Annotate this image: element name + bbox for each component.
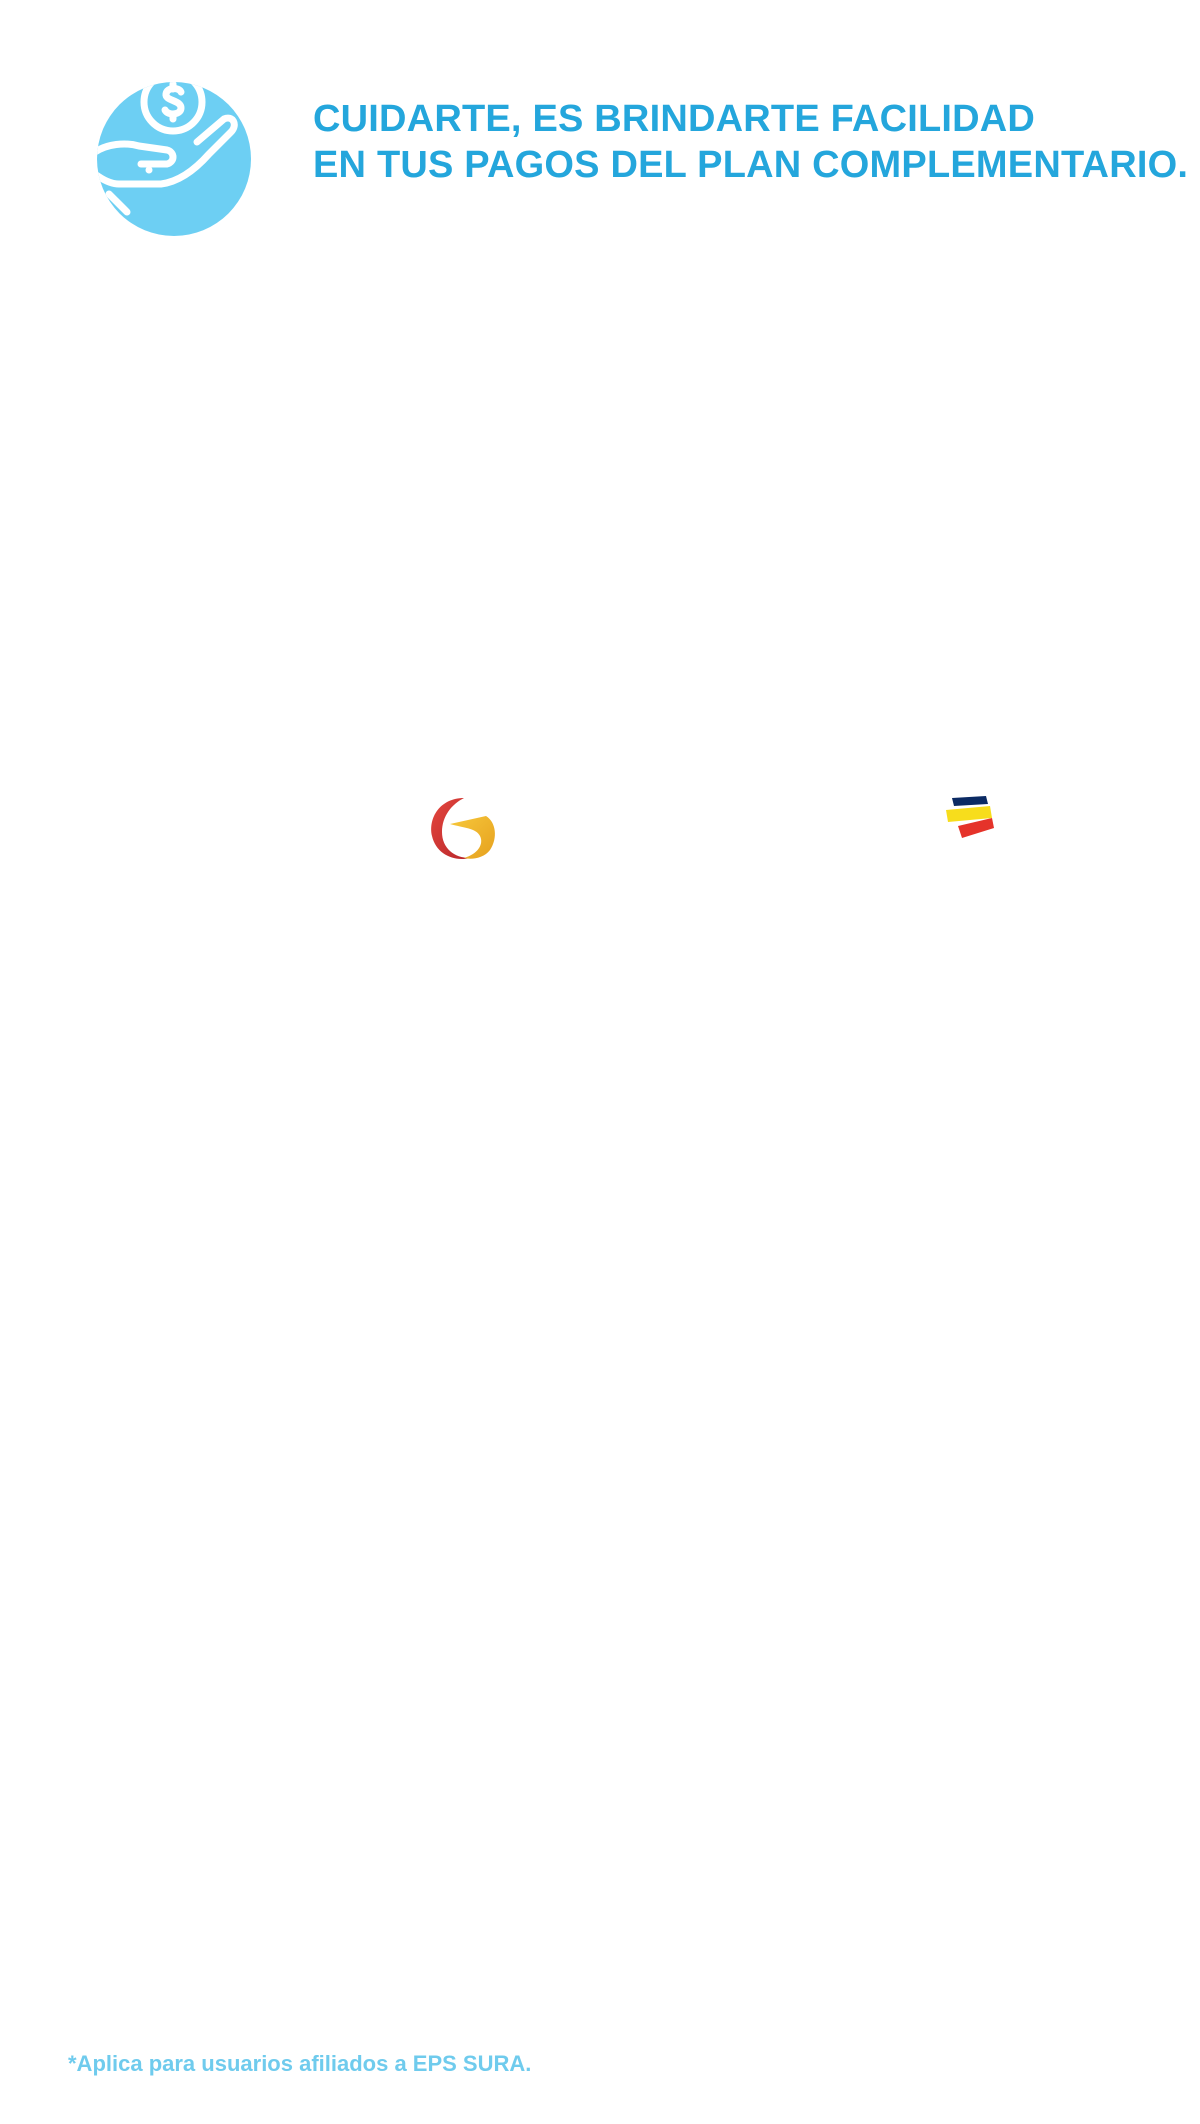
- red-yellow-swirl-logo-icon: [428, 796, 498, 862]
- title-line-1: CUIDARTE, ES BRINDARTE FACILIDAD: [313, 98, 1036, 140]
- title-line-2: EN TUS PAGOS DEL PLAN COMPLEMENTARIO.: [313, 144, 1189, 186]
- blue-yellow-red-flag-logo-icon: [944, 796, 996, 840]
- footnote: *Aplica para usuarios afiliados a EPS SURA.: [68, 2051, 532, 2076]
- page-title: [313, 96, 1189, 188]
- hand-holding-coin-icon: [97, 82, 251, 236]
